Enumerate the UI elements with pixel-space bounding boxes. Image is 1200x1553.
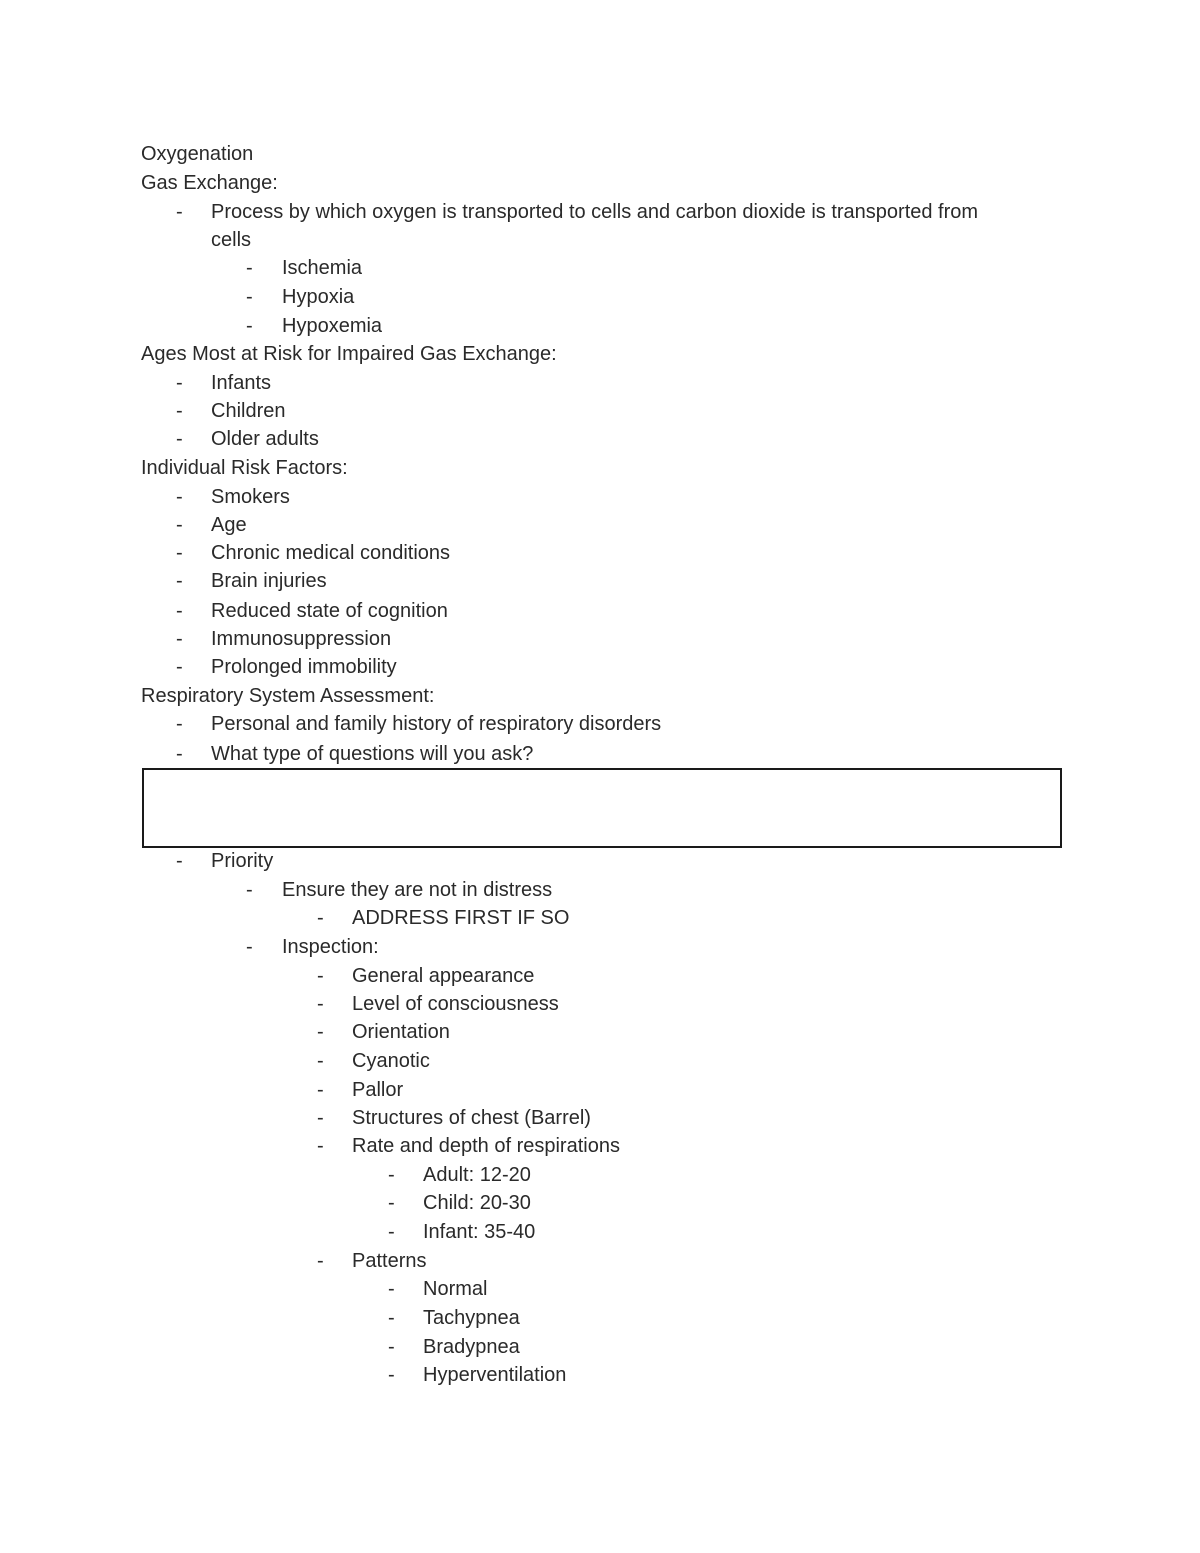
patterns-label: Patterns xyxy=(352,1250,427,1272)
bullet-dash: - xyxy=(176,656,183,678)
bullet-dash: - xyxy=(246,936,253,958)
list-item: Tachypnea xyxy=(423,1307,520,1329)
gas-exchange-definition-cont: cells xyxy=(211,229,252,251)
priority-label: Priority xyxy=(211,850,274,872)
bullet-dash: - xyxy=(317,1107,324,1129)
list-item: Child: 20-30 xyxy=(423,1192,531,1214)
bullet-dash: - xyxy=(317,1135,324,1157)
bullet-dash: - xyxy=(317,1050,324,1072)
bullet-dash: - xyxy=(176,542,183,564)
bullet-dash: - xyxy=(388,1307,395,1329)
list-item: ADDRESS FIRST IF SO xyxy=(352,907,570,929)
bullet-dash: - xyxy=(317,965,324,987)
gas-exchange-heading: Gas Exchange: xyxy=(141,172,278,194)
list-item: Age xyxy=(211,514,247,536)
list-item: Normal xyxy=(423,1278,488,1300)
bullet-dash: - xyxy=(176,600,183,622)
list-item: What type of questions will you ask? xyxy=(211,743,534,765)
list-item: Prolonged immobility xyxy=(211,656,397,678)
bullet-dash: - xyxy=(176,400,183,422)
bullet-dash: - xyxy=(176,486,183,508)
bullet-dash: - xyxy=(246,315,253,337)
bullet-dash: - xyxy=(176,713,183,735)
list-item: Level of consciousness xyxy=(352,993,559,1015)
bullet-dash: - xyxy=(176,570,183,592)
list-item: Smokers xyxy=(211,486,290,508)
bullet-dash: - xyxy=(176,428,183,450)
list-item: Immunosuppression xyxy=(211,628,392,650)
list-item: Rate and depth of respirations xyxy=(352,1135,620,1157)
list-item: Brain injuries xyxy=(211,570,327,592)
list-item: Infant: 35-40 xyxy=(423,1221,536,1243)
bullet-dash: - xyxy=(388,1221,395,1243)
ages-at-risk-heading: Ages Most at Risk for Impaired Gas Exchange: xyxy=(141,343,557,365)
doc-title: Oxygenation xyxy=(141,143,254,165)
bullet-dash: - xyxy=(388,1278,395,1300)
bullet-dash: - xyxy=(317,1021,324,1043)
bullet-dash: - xyxy=(317,1250,324,1272)
bullet-dash: - xyxy=(388,1336,395,1358)
list-item: Infants xyxy=(211,372,272,394)
assessment-heading: Respiratory System Assessment: xyxy=(141,685,435,707)
bullet-dash: - xyxy=(246,879,253,901)
bullet-dash: - xyxy=(176,514,183,536)
bullet-dash: - xyxy=(176,201,183,223)
bullet-dash: - xyxy=(317,993,324,1015)
bullet-dash: - xyxy=(317,1079,324,1101)
list-item: General appearance xyxy=(352,965,535,987)
list-item: Pallor xyxy=(352,1079,404,1101)
list-item: Children xyxy=(211,400,286,422)
bullet-dash: - xyxy=(246,257,253,279)
list-item: Adult: 12-20 xyxy=(423,1164,531,1186)
list-item: Hyperventilation xyxy=(423,1364,567,1386)
blank-answer-box xyxy=(142,768,1062,848)
list-item: Orientation xyxy=(352,1021,450,1043)
list-item: Structures of chest (Barrel) xyxy=(352,1107,591,1129)
inspection-label: Inspection: xyxy=(282,936,379,958)
bullet-dash: - xyxy=(317,907,324,929)
list-item: Ensure they are not in distress xyxy=(282,879,553,901)
bullet-dash: - xyxy=(388,1164,395,1186)
list-item: Hypoxemia xyxy=(282,315,383,337)
list-item: Cyanotic xyxy=(352,1050,430,1072)
list-item: Reduced state of cognition xyxy=(211,600,448,622)
bullet-dash: - xyxy=(176,850,183,872)
bullet-dash: - xyxy=(176,628,183,650)
gas-exchange-definition: Process by which oxygen is transported to cells and carbon dioxide is transported from xyxy=(211,201,979,223)
list-item: Hypoxia xyxy=(282,286,355,308)
bullet-dash: - xyxy=(388,1364,395,1386)
bullet-dash: - xyxy=(388,1192,395,1214)
bullet-dash: - xyxy=(176,372,183,394)
individual-risk-heading: Individual Risk Factors: xyxy=(141,457,348,479)
list-item: Chronic medical conditions xyxy=(211,542,451,564)
bullet-dash: - xyxy=(176,743,183,765)
list-item: Older adults xyxy=(211,428,319,450)
list-item: Ischemia xyxy=(282,257,363,279)
bullet-dash: - xyxy=(246,286,253,308)
list-item: Bradypnea xyxy=(423,1336,520,1358)
list-item: Personal and family history of respiratory disorders xyxy=(211,713,662,735)
